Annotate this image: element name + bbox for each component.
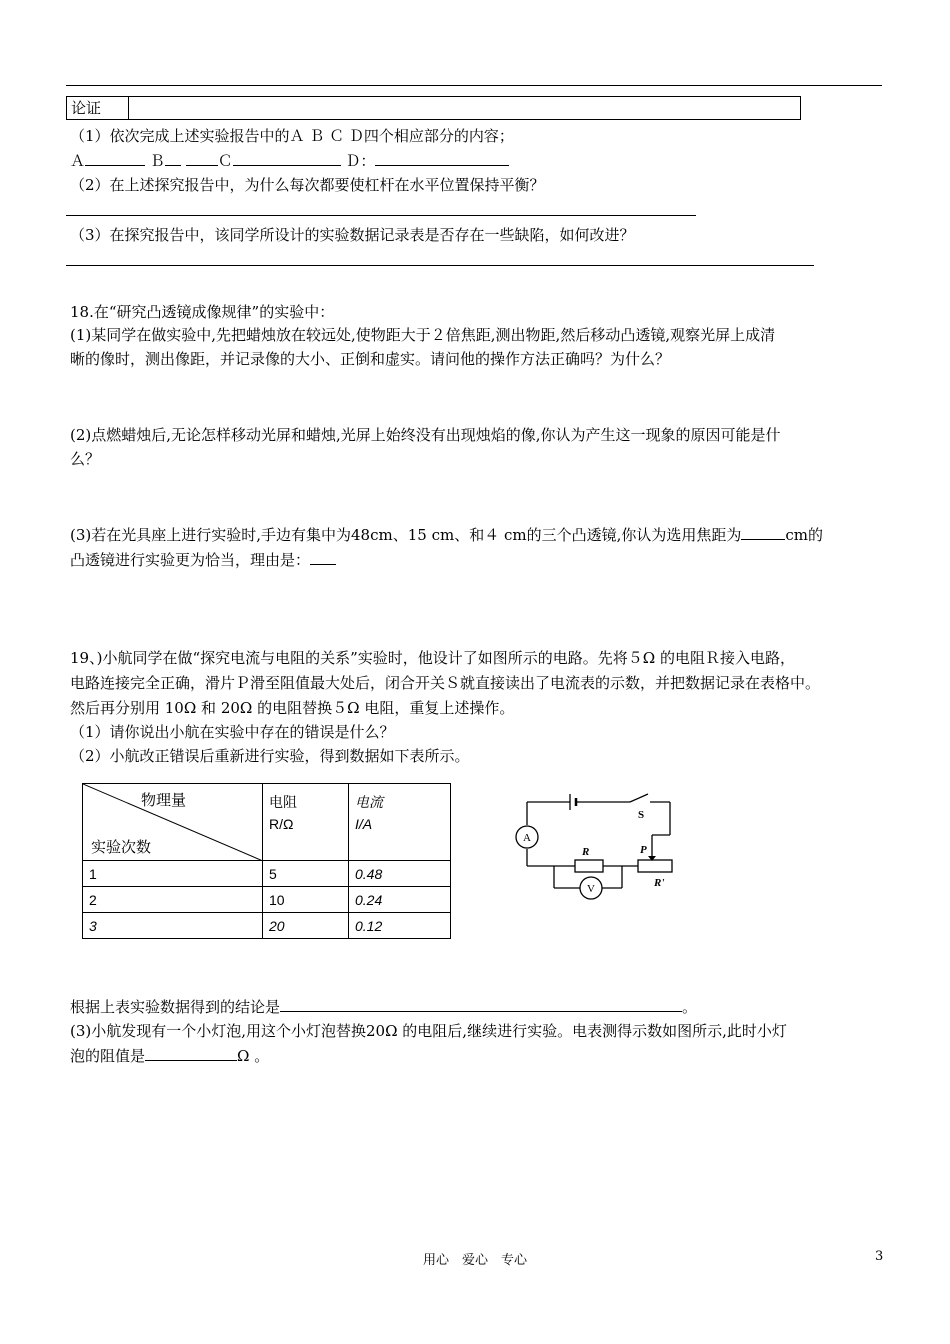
header-current-unit: I/A: [355, 816, 373, 832]
q19-resistance-blank[interactable]: [145, 1045, 237, 1061]
q18-part2-line1: (2)点燃蜡烛后,无论怎样移动光屏和蜡烛,光屏上始终没有出现烛焰的像,你认为产生这一现象的原因可能是什: [70, 426, 781, 444]
table-header-row: [83, 784, 451, 861]
q17-a-blank[interactable]: [85, 150, 145, 166]
rheostat-label: R': [654, 877, 665, 889]
circuit-diagram: [512, 790, 682, 910]
q18-part1-line2: 晰的像时，测出像距，并记录像的大小、正倒和虚实。请问他的操作方法正确吗？为什么？: [70, 350, 671, 368]
table-diagonal-header: [83, 784, 263, 861]
q18-focal-blank[interactable]: [741, 524, 785, 540]
header-current: [349, 784, 451, 861]
q17-part1: （1）依次完成上述实验报告中的Ａ Ｂ Ｃ Ｄ四个相应部分的内容；: [70, 127, 514, 145]
q19-sub3-line1: (3)小航发现有一个小灯泡,用这个小灯泡替换20Ω 的电阻后,继续进行实验。电表测得示数如图所示,此时小灯: [70, 1022, 787, 1040]
q18-part3-text-b: cm的: [785, 526, 823, 544]
q19-conclusion-end: 。: [682, 998, 698, 1016]
q17-d-blank[interactable]: [375, 150, 509, 166]
q19-sub2: （2）小航改正错误后重新进行实验，得到数据如下表所示。: [70, 747, 470, 765]
resistance-cell: 10: [263, 887, 349, 913]
q19-line3: 然后再分别用 10Ω 和 20Ω 的电阻替换５Ω 电阻，重复上述操作。: [70, 699, 515, 717]
switch-label: S: [638, 809, 645, 821]
q18-reason-blank[interactable]: [310, 549, 336, 565]
q17-abcd-line: [70, 150, 509, 171]
resistance-cell: 5: [263, 861, 349, 887]
page-footer: 用心 爱心 专心: [422, 1253, 527, 1268]
table-row: [83, 913, 451, 939]
page-number: 3: [875, 1249, 884, 1264]
q18-part3-text-a: (3)若在光具座上进行实验时,手边有集中为48cm、15 cm、和４ cm的三个凸透镜,你认为选用焦距为: [70, 526, 742, 544]
q17-part3: （3）在探究报告中，该同学所设计的实验数据记录表是否存在一些缺陷，如何改进？: [70, 226, 635, 244]
header-resistance-unit: R/Ω: [269, 816, 294, 832]
q17-a-label: Ａ: [70, 152, 86, 170]
slider-label: P: [640, 844, 647, 856]
q19-conclusion-blank[interactable]: [280, 996, 682, 1012]
q18-part3-line2: [70, 549, 336, 570]
voltmeter-label: V: [587, 883, 595, 895]
q18-part3-reason: 凸透镜进行实验更为恰当，理由是：: [70, 551, 311, 569]
data-table: [82, 783, 451, 939]
header-current-name: 电流: [355, 794, 383, 810]
q19-sub3-line2: [70, 1045, 269, 1066]
resistor-label: R: [582, 846, 590, 858]
q17-part2: （2）在上述探究报告中，为什么每次都要使杠杆在水平位置保持平衡？: [70, 176, 545, 194]
q19-line1: 19、)小航同学在做“探究电流与电阻的关系”实验时，他设计了如图所示的电路。先将５Ω 的电阻Ｒ接入电路，: [70, 649, 795, 667]
q17-part3-answer-line[interactable]: [66, 265, 814, 266]
argument-box: [66, 96, 801, 120]
q18-part3-line1: [70, 524, 823, 545]
trial-cell: 3: [83, 913, 263, 939]
q18-part2-line2: 么？: [70, 450, 101, 468]
q17-b-label: Ｂ: [149, 152, 165, 170]
q17-b-blank[interactable]: [165, 150, 181, 166]
q19-sub1: （1）请你说出小航在实验中存在的错误是什么？: [70, 723, 395, 741]
q17-c-blank[interactable]: [233, 150, 341, 166]
header-trial: 实验次数: [91, 839, 152, 856]
q17-part2-answer-line[interactable]: [66, 215, 696, 216]
q17-c-label: Ｃ: [217, 152, 233, 170]
q17-d-label: Ｄ：: [345, 152, 376, 170]
q19-sub3-text: 泡的阻值是: [70, 1047, 146, 1065]
table-row: [83, 887, 451, 913]
q19-line2: 电路连接完全正确，滑片Ｐ滑至阻值最大处后，闭合开关Ｓ就直接读出了电流表的示数，并把数据记录在表格中。: [70, 674, 821, 692]
q18-title: 18.在“研究凸透镜成像规律”的实验中：: [70, 303, 335, 321]
q19-sub3-unit: Ω 。: [237, 1047, 270, 1065]
q19-conclusion-text: 根据上表实验数据得到的结论是: [70, 998, 281, 1016]
header-rule: [66, 85, 882, 86]
resistance-cell: 20: [263, 913, 349, 939]
q18-part1-line1: (1)某同学在做实验中,先把蜡烛放在较远处,使物距大于２倍焦距,测出物距,然后移动凸透镜,观察光屏上成清: [70, 326, 776, 344]
header-quantity: 物理量: [141, 792, 187, 809]
ammeter-label: A: [523, 832, 531, 844]
current-cell: 0.48: [349, 861, 451, 887]
header-resistance-name: 电阻: [269, 794, 297, 810]
trial-cell: 2: [83, 887, 263, 913]
q17-b-blank-2[interactable]: [186, 150, 218, 166]
current-cell: 0.24: [349, 887, 451, 913]
current-cell: 0.12: [349, 913, 451, 939]
argument-label: 论证: [67, 97, 129, 119]
q19-conclusion: [70, 996, 697, 1017]
table-row: [83, 861, 451, 887]
trial-cell: 1: [83, 861, 263, 887]
header-resistance: [263, 784, 349, 861]
